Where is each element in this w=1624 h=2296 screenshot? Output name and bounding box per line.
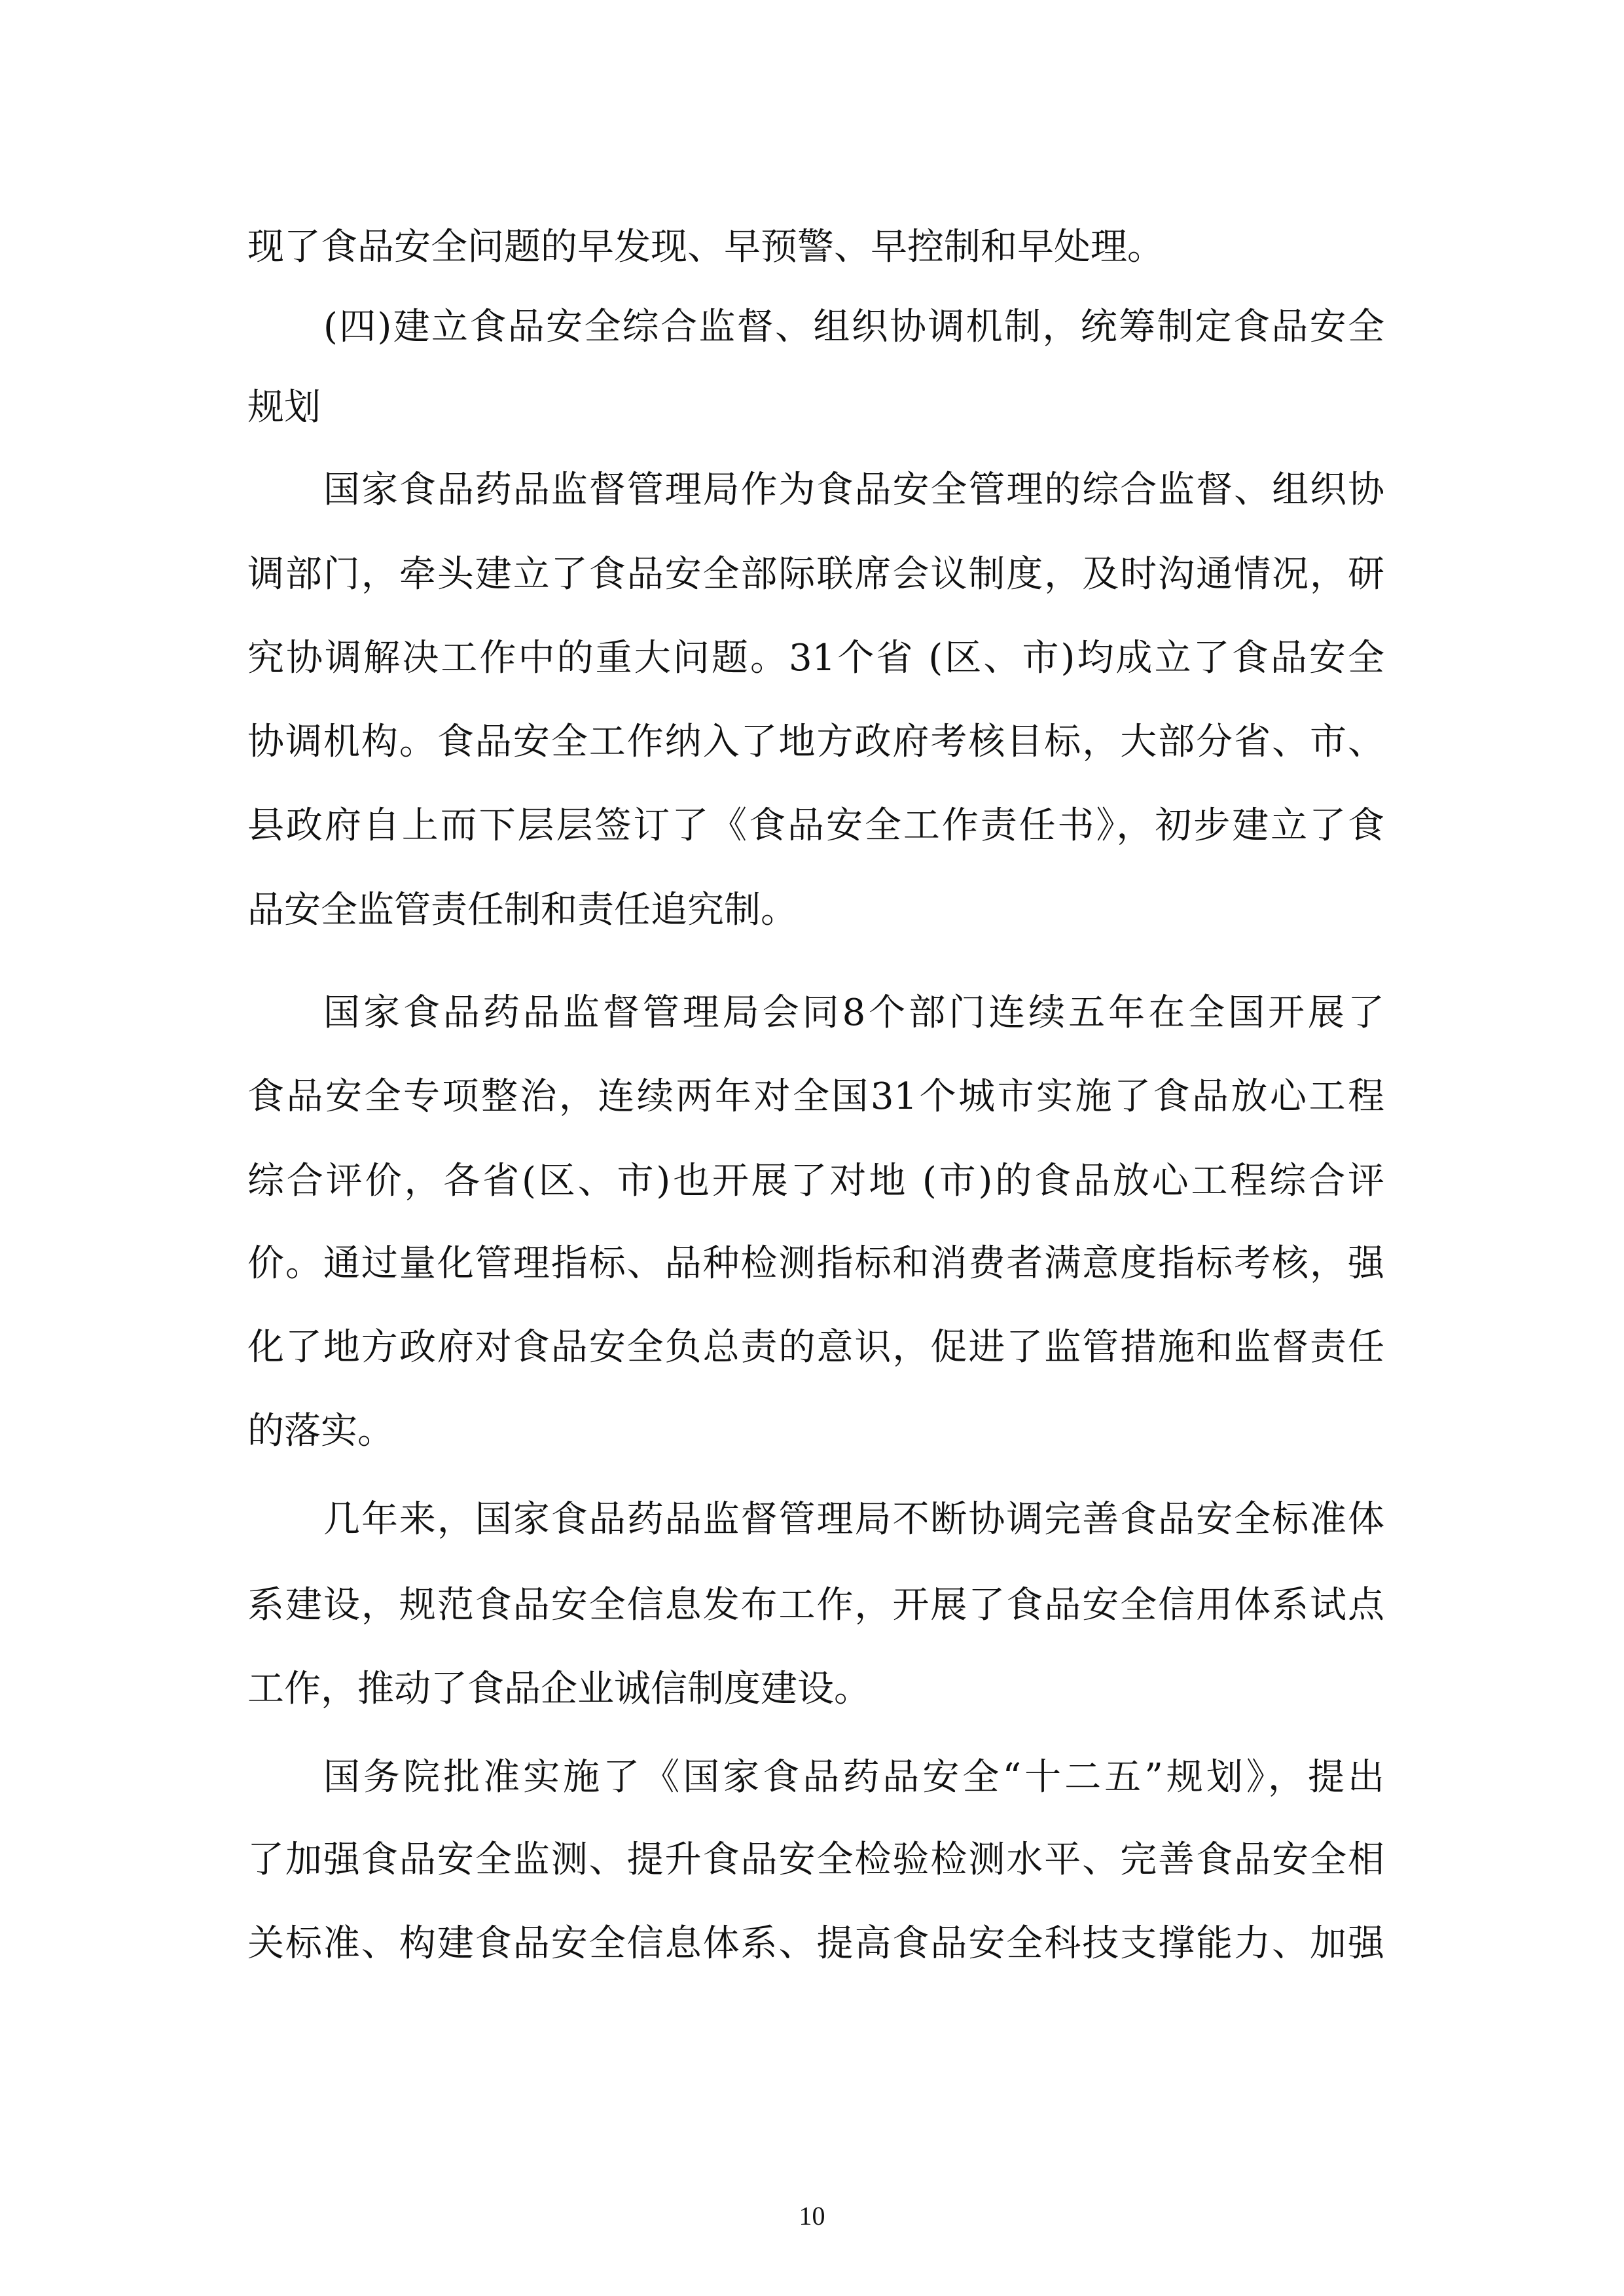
body-text-line: 工作，推动了食品企业诚信制度建设。 — [247, 1668, 871, 1710]
body-text-line: 现了食品安全问题的早发现、早预警、早控制和早处理。 — [247, 226, 1164, 268]
body-text-line: 综合评价，各省(区、市)也开展了对地 (市)的食品放心工程综合评 — [247, 1160, 1384, 1202]
body-text-line: 国家食品药品监督管理局会同8个部门连续五年在全国开展了 — [323, 992, 1384, 1034]
body-text-line: 系建设，规范食品安全信息发布工作，开展了食品安全信用体系试点 — [247, 1584, 1384, 1626]
body-text-line: 的落实。 — [247, 1410, 394, 1452]
body-text-line: 价。通过量化管理指标、品种检测指标和消费者满意度指标考核，强 — [247, 1242, 1384, 1285]
body-text-line: 食品安全专项整治，连续两年对全国31个城市实施了食品放心工程 — [247, 1075, 1384, 1118]
body-text-line: 化了地方政府对食品安全负总责的意识，促进了监管措施和监督责任 — [247, 1326, 1384, 1369]
body-text-line: 调部门，牵头建立了食品安全部际联席会议制度，及时沟通情况，研 — [247, 553, 1384, 596]
body-text-line: 国务院批准实施了《国家食品药品安全“十二五”规划》，提出 — [323, 1756, 1384, 1799]
body-text-line: 关标准、构建食品安全信息体系、提高食品安全科技支撑能力、加强 — [247, 1922, 1384, 1965]
body-text-line: 几年来，国家食品药品监督管理局不断协调完善食品安全标准体 — [323, 1498, 1384, 1541]
body-text-line: 国家食品药品监督管理局作为食品安全管理的综合监督、组织协 — [323, 469, 1384, 511]
body-text-line: 了加强食品安全监测、提升食品安全检验检测水平、完善食品安全相 — [247, 1839, 1384, 1881]
body-text-line: 县政府自上而下层层签订了《食品安全工作责任书》，初步建立了食 — [247, 804, 1384, 847]
body-text-line: 究协调解决工作中的重大问题。31个省 (区、市)均成立了食品安全 — [247, 637, 1384, 679]
section-heading-line: (四)建立食品安全综合监督、组织协调机制，统筹制定食品安全 — [323, 306, 1384, 348]
page-number: 10 — [799, 2201, 825, 2231]
body-text-line: 协调机构。食品安全工作纳入了地方政府考核目标，大部分省、市、 — [247, 721, 1384, 763]
body-text-line: 品安全监管责任制和责任追究制。 — [247, 889, 797, 931]
section-heading-line: 规划 — [247, 386, 321, 429]
